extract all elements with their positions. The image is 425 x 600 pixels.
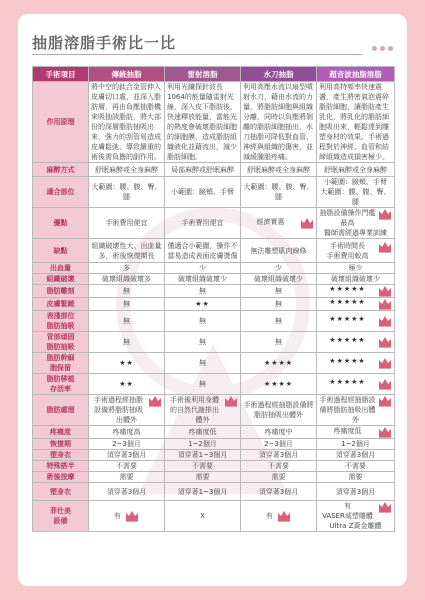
row-label: 優點 bbox=[33, 208, 89, 239]
crown-icon bbox=[378, 285, 392, 297]
cell-text: 小範圍：臉頰、手臂 bbox=[171, 188, 234, 196]
cell-text: 無 bbox=[123, 338, 130, 346]
table-cell bbox=[317, 311, 395, 332]
cell-text: 疼痛度中 bbox=[264, 428, 293, 436]
table-cell bbox=[241, 239, 317, 263]
star-rating: ★★★★ bbox=[263, 359, 294, 367]
cell-text: 破壞組織破壞多 bbox=[102, 275, 151, 283]
cell-text: 2~3個月 bbox=[264, 440, 293, 448]
crown-icon bbox=[378, 241, 392, 253]
table-cell bbox=[165, 274, 241, 285]
cell-text: 有 bbox=[113, 512, 121, 520]
cell-text: 不需要 bbox=[345, 462, 366, 470]
table-cell bbox=[165, 439, 241, 450]
row-label: 脂肪幹細 胞保留 bbox=[33, 353, 89, 374]
table-cell bbox=[89, 239, 165, 263]
table-cell bbox=[89, 353, 165, 374]
row-label: 脂肪處理 bbox=[33, 395, 89, 426]
table-cell bbox=[317, 177, 395, 208]
table-cell bbox=[89, 177, 165, 208]
table-cell bbox=[165, 461, 241, 472]
table-cell bbox=[317, 285, 395, 298]
table-cell bbox=[165, 208, 241, 239]
cell-text: 疼痛度高 bbox=[112, 428, 141, 436]
cell-text: 疼痛度低 bbox=[188, 428, 217, 436]
page-title: 抽脂溶脂手術比一比 bbox=[32, 34, 177, 52]
table-cell bbox=[89, 395, 165, 426]
table-cell bbox=[89, 298, 165, 311]
cell-text: 破壞組織破壞少 bbox=[178, 275, 227, 283]
cell-text: 手術過程經抽脂設備將脂肪抽吸出體外 bbox=[94, 396, 143, 424]
row-label: 表淺部位 脂肪抽吸 bbox=[33, 311, 89, 332]
row-label: 菲仕美 設備 bbox=[33, 501, 89, 532]
table-cell bbox=[241, 177, 317, 208]
cell-text: 無 bbox=[275, 300, 282, 308]
crown-icon bbox=[378, 208, 392, 220]
cell-text: 局部麻醉或舒眠麻醉 bbox=[171, 165, 234, 174]
table-cell bbox=[241, 450, 317, 461]
row-label: 恢復期 bbox=[33, 439, 89, 450]
table-cell bbox=[89, 274, 165, 285]
cell-text: 無 bbox=[199, 317, 206, 325]
cell-text: 抽脂設備操作門檻最高 醫師需經過專業訓練 bbox=[319, 209, 387, 237]
star-rating: ★★★★★ bbox=[329, 298, 366, 306]
row-label: 缺點 bbox=[33, 239, 89, 263]
table-cell bbox=[317, 501, 395, 532]
table-cell bbox=[165, 374, 241, 395]
table-cell bbox=[89, 285, 165, 298]
cell-text: 小範圍：臉頰、手臂 大範圍：腰、腹、臀、腿 bbox=[320, 178, 391, 206]
table-cell bbox=[317, 395, 395, 426]
cell-text: 破壞組織破壞少 bbox=[331, 275, 380, 283]
cell-text: 利用高壓水流以扇型噴射水刀，藉由水流的力量，將脂肪細胞與組織分離，同時以負壓將剝離的脂肪細胞抽出，水刀抽脂可降低對血管、神經與組織的傷害，並減緩腫脹疼痛。 bbox=[243, 83, 313, 161]
row-label: 麻醉方式 bbox=[33, 163, 89, 177]
crown-icon bbox=[300, 217, 314, 229]
table-cell bbox=[241, 274, 317, 285]
table-cell bbox=[317, 450, 395, 461]
table-cell bbox=[317, 439, 395, 450]
table-cell bbox=[165, 263, 241, 274]
table-cell bbox=[317, 461, 395, 472]
table-cell bbox=[317, 483, 395, 501]
cell-text: 無法雕塑肌肉線條 bbox=[250, 246, 307, 255]
cell-text: 須穿著3個月 bbox=[335, 487, 376, 496]
cell-text: 不需要 bbox=[268, 462, 289, 470]
star-rating: ★★ bbox=[119, 359, 134, 367]
crown-icon bbox=[378, 426, 392, 438]
table-cell bbox=[241, 332, 317, 353]
star-rating: ★★ bbox=[119, 380, 134, 388]
table-row bbox=[33, 177, 395, 208]
cell-text: X bbox=[200, 512, 205, 520]
cell-text: 無 bbox=[123, 300, 130, 308]
cell-text: 無 bbox=[275, 338, 282, 346]
cell-text: 大範圍：腰、腹、臀、腿 bbox=[91, 183, 162, 201]
star-rating: ★★★★★ bbox=[329, 285, 366, 293]
cell-text: 1~2個月 bbox=[188, 440, 217, 448]
table-cell bbox=[89, 501, 165, 532]
table-cell bbox=[89, 439, 165, 450]
table-cell bbox=[165, 332, 241, 353]
crown-icon bbox=[378, 336, 392, 348]
table-cell bbox=[165, 353, 241, 374]
cell-text: 須穿著3個月 bbox=[335, 451, 376, 459]
table-cell bbox=[317, 239, 395, 263]
star-rating: ★★★★★ bbox=[329, 357, 366, 365]
table-cell bbox=[89, 450, 165, 461]
table-cell bbox=[89, 163, 165, 177]
table-cell bbox=[241, 374, 317, 395]
cell-text: 需要 bbox=[195, 473, 210, 481]
row-label: 出血量 bbox=[33, 263, 89, 274]
cell-text: 大範圍：腰、腹、臀、腿 bbox=[243, 183, 314, 201]
table-cell bbox=[241, 82, 317, 163]
cell-text: 無 bbox=[275, 287, 282, 295]
cell-text: 須穿著1~3個月 bbox=[177, 487, 228, 496]
table-cell bbox=[89, 374, 165, 395]
row-label: 脂肪雕刻 bbox=[33, 285, 89, 298]
table-row bbox=[33, 274, 395, 285]
table-cell bbox=[165, 163, 241, 177]
table-cell bbox=[317, 374, 395, 395]
crown-icon bbox=[378, 378, 392, 390]
table-cell bbox=[165, 177, 241, 208]
table-cell bbox=[165, 501, 241, 532]
table-cell bbox=[165, 239, 241, 263]
table-cell bbox=[165, 285, 241, 298]
cell-text: 需要 bbox=[348, 473, 363, 481]
table-row bbox=[33, 353, 395, 374]
table-row bbox=[33, 82, 395, 163]
table-cell bbox=[165, 472, 241, 483]
row-label: 作用原理 bbox=[33, 82, 89, 163]
table-row bbox=[33, 332, 395, 353]
cell-text: 疼痛度低 bbox=[333, 427, 362, 435]
star-rating: ★★★★★ bbox=[329, 336, 366, 344]
row-label: 脂肪移植 存活率 bbox=[33, 374, 89, 395]
table-cell bbox=[241, 263, 317, 274]
table-cell bbox=[241, 163, 317, 177]
cell-text: 將中空的鈦合金管伸入皮膚切口處，並深入脂肪層，再由負壓抽脂機來吸抽該脂肪，將大部份的深層脂肪抽吸出來，強力的刮管易造成皮膚鬆弛、導致嚴重的術後需負擔的副作用。 bbox=[91, 83, 161, 161]
table-cell bbox=[89, 311, 165, 332]
cell-text: 無 bbox=[199, 359, 206, 367]
cell-text: 利用高特頻率快速震盪，產生將密氣泡震碎脂肪細胞，讓脂肪產生乳化，將乳化的脂肪細胞吸出來，輕鬆達到雕塑身材的效果。手術過程對於神經、血管和結締組織造成損害極少。 bbox=[319, 83, 389, 161]
pager-dots bbox=[372, 46, 393, 51]
comparison-table bbox=[32, 66, 395, 532]
cell-text: 手術後利用身體的自然代謝排出體外 bbox=[170, 396, 219, 424]
row-label: 適合部位 bbox=[33, 177, 89, 208]
cell-text: 少 bbox=[199, 264, 206, 272]
cell-text: 手術過程經抽脂設備將脂肪抽吸出體外 bbox=[319, 396, 376, 424]
crown-icon bbox=[378, 501, 392, 513]
table-cell bbox=[241, 472, 317, 483]
cell-text: 須穿著3個月 bbox=[106, 451, 147, 459]
table-cell bbox=[89, 483, 165, 501]
table-row bbox=[33, 239, 395, 263]
table-cell bbox=[165, 298, 241, 311]
table-row bbox=[33, 426, 395, 439]
header-item: 手術項目 bbox=[33, 67, 89, 82]
table-cell bbox=[241, 285, 317, 298]
table-cell bbox=[165, 483, 241, 501]
row-label: 疼痛度 bbox=[33, 426, 89, 439]
cell-text: 需要 bbox=[271, 473, 286, 481]
star-rating: ★★ bbox=[195, 300, 210, 308]
table-cell bbox=[241, 426, 317, 439]
table-cell bbox=[165, 311, 241, 332]
table-cell bbox=[241, 353, 317, 374]
table-cell bbox=[241, 298, 317, 311]
table-cell bbox=[89, 426, 165, 439]
table-row bbox=[33, 298, 395, 311]
cell-text: 無 bbox=[199, 287, 206, 295]
cell-text: 經濟實惠 bbox=[256, 218, 285, 226]
table-row bbox=[33, 395, 395, 426]
crown-icon bbox=[224, 395, 238, 407]
title-divider bbox=[32, 54, 362, 55]
table-cell bbox=[317, 332, 395, 353]
table-cell bbox=[165, 426, 241, 439]
cell-text: 手術過程經抽脂設備將脂肪抽吸出體外 bbox=[243, 401, 314, 419]
table-row bbox=[33, 472, 395, 483]
header-ultrasonic: 超音波抽脂溶脂 bbox=[317, 67, 395, 82]
cell-text: 2~3個月 bbox=[112, 440, 141, 448]
cell-text: 無 bbox=[199, 380, 206, 388]
table-cell bbox=[241, 501, 317, 532]
table-cell bbox=[165, 450, 241, 461]
cell-text: 須穿著1~3個月 bbox=[177, 451, 228, 459]
cell-text: 有 bbox=[265, 512, 273, 520]
cell-text: 需要 bbox=[119, 473, 134, 481]
cell-text: 舒眠麻醉或全身麻醉 bbox=[247, 165, 310, 174]
cell-text: 無 bbox=[123, 287, 130, 295]
table-row bbox=[33, 483, 395, 501]
table-cell bbox=[89, 472, 165, 483]
table-cell bbox=[89, 461, 165, 472]
crown-icon bbox=[125, 510, 139, 522]
table-row bbox=[33, 501, 395, 532]
table-cell bbox=[241, 483, 317, 501]
cell-text: 舒眠麻醉或全身麻醉 bbox=[95, 165, 158, 174]
table-cell bbox=[241, 395, 317, 426]
table-row bbox=[33, 285, 395, 298]
row-label: 皮膚緊緻 bbox=[33, 298, 89, 311]
row-label: 塑身衣 bbox=[33, 450, 89, 461]
table-cell bbox=[317, 472, 395, 483]
crown-icon bbox=[277, 510, 291, 522]
cell-text: 不需要 bbox=[116, 462, 137, 470]
table-cell bbox=[317, 426, 395, 439]
star-rating: ★★★★★ bbox=[329, 378, 366, 386]
table-cell bbox=[165, 82, 241, 163]
cell-text: 不需要 bbox=[192, 462, 213, 470]
cell-text: 無 bbox=[275, 317, 282, 325]
table-cell bbox=[241, 208, 317, 239]
table-cell bbox=[89, 263, 165, 274]
cell-text: 手術費用便宜 bbox=[181, 219, 224, 227]
table-cell bbox=[241, 311, 317, 332]
table-row bbox=[33, 163, 395, 177]
table-header-row bbox=[33, 67, 395, 82]
cell-text: 多 bbox=[123, 264, 130, 272]
cell-text: 利用光纖探針波長1064的能量隨雷射光線，深入皮下脂肪後，快速釋放能量，當能光的熱度會破壞脂肪細胞的細胞膜，造成脂肪組織液化並藉流出，減少脂肪細胞。 bbox=[167, 83, 237, 161]
row-label: 術後按摩 bbox=[33, 472, 89, 483]
table-row bbox=[33, 450, 395, 461]
crown-icon bbox=[148, 395, 162, 407]
table-cell bbox=[241, 439, 317, 450]
cell-text: 無 bbox=[199, 338, 206, 346]
cell-text: 組織破壞性大、出血量多，術後恢復期長 bbox=[91, 241, 162, 260]
row-label: 背部頑固 脂肪抽吸 bbox=[33, 332, 89, 353]
cell-text: 舒眠麻醉或全身麻醉 bbox=[324, 165, 387, 174]
cell-text: 破壞組織破壞少 bbox=[254, 275, 303, 283]
table-cell bbox=[317, 163, 395, 177]
table-cell bbox=[89, 82, 165, 163]
crown-icon bbox=[378, 395, 392, 407]
cell-text: 須穿著3個月 bbox=[106, 487, 147, 496]
crown-icon bbox=[378, 315, 392, 327]
table-cell bbox=[165, 395, 241, 426]
table-cell bbox=[89, 208, 165, 239]
table-row bbox=[33, 263, 395, 274]
star-rating: ★★★★ bbox=[263, 380, 294, 388]
table-row bbox=[33, 311, 395, 332]
table-cell bbox=[317, 274, 395, 285]
cell-text: 須穿著3個月 bbox=[258, 451, 299, 459]
crown-icon bbox=[378, 298, 392, 310]
cell-text: 須穿著3個月 bbox=[258, 487, 299, 496]
table-row bbox=[33, 461, 395, 472]
table-cell bbox=[317, 298, 395, 311]
table-cell bbox=[317, 208, 395, 239]
table-row bbox=[33, 208, 395, 239]
row-label: 塑身衣 bbox=[33, 483, 89, 501]
table-cell bbox=[241, 461, 317, 472]
crown-icon bbox=[378, 357, 392, 369]
table-cell bbox=[317, 263, 395, 274]
cell-text: 1~2個月 bbox=[341, 440, 370, 448]
star-rating: ★★★★★ bbox=[329, 315, 366, 323]
cell-text: 極少 bbox=[348, 264, 363, 272]
table-cell bbox=[317, 353, 395, 374]
header-laser: 雷射溶脂 bbox=[165, 67, 241, 82]
cell-text: 手術費用便宜 bbox=[105, 219, 148, 227]
cell-text: 僅適合小範圍，操作不當易造成表面皮膚燙傷 bbox=[167, 241, 238, 260]
row-label: 特殊搭半 bbox=[33, 461, 89, 472]
table-cell bbox=[89, 332, 165, 353]
header-traditional: 傳統抽脂 bbox=[89, 67, 165, 82]
cell-text: 少 bbox=[275, 264, 282, 272]
cell-text: 無 bbox=[123, 317, 130, 325]
row-label: 組織破壞 bbox=[33, 274, 89, 285]
cell-text: 有 VASER威塑雕體 Ultra Z黃金雕體 bbox=[322, 502, 382, 530]
table-row bbox=[33, 374, 395, 395]
table-cell bbox=[317, 82, 395, 163]
comparison-card bbox=[18, 14, 407, 586]
table-row bbox=[33, 439, 395, 450]
header-waterjet: 水刀抽脂 bbox=[241, 67, 317, 82]
cell-text: 手術時間長 手術費用較高 bbox=[326, 241, 369, 260]
